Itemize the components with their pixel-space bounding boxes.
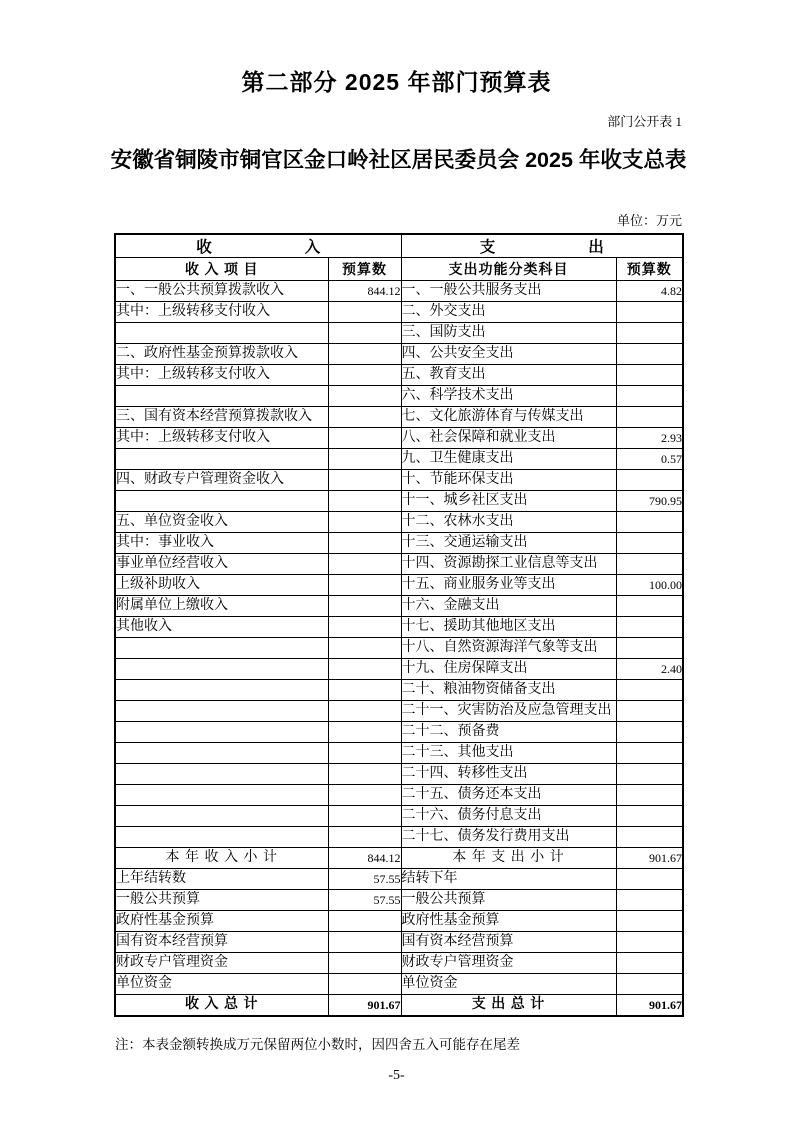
expense-value-cell bbox=[616, 890, 683, 911]
income-budget-column-header: 预算数 bbox=[328, 258, 401, 281]
table-row bbox=[115, 848, 683, 869]
table-row bbox=[115, 575, 683, 596]
income-item-cell: 四、财政专户管理资金收入 bbox=[115, 470, 328, 491]
document-title: 安徽省铜陵市铜官区金口岭社区居民委员会 2025 年收支总表 bbox=[110, 148, 687, 172]
income-value-cell bbox=[328, 428, 401, 449]
income-item-cell: 一、一般公共预算拨款收入 bbox=[115, 281, 328, 302]
income-value-cell bbox=[328, 323, 401, 344]
table-row bbox=[115, 911, 683, 932]
expense-value-cell bbox=[616, 596, 683, 617]
expense-value-cell: 2.93 bbox=[616, 428, 683, 449]
table-row bbox=[115, 722, 683, 743]
income-item-cell: 单位资金 bbox=[115, 974, 328, 995]
table-row bbox=[115, 428, 683, 449]
table-row bbox=[115, 974, 683, 995]
table-row bbox=[115, 449, 683, 470]
income-item-cell: 财政专户管理资金 bbox=[115, 953, 328, 974]
expense-value-cell bbox=[616, 932, 683, 953]
income-item-cell bbox=[115, 680, 328, 701]
income-value-cell bbox=[328, 533, 401, 554]
income-value-cell bbox=[328, 764, 401, 785]
income-value-cell bbox=[328, 806, 401, 827]
expense-value-cell bbox=[616, 953, 683, 974]
income-value-cell bbox=[328, 911, 401, 932]
table-row bbox=[115, 512, 683, 533]
table-row bbox=[115, 890, 683, 911]
expense-value-cell bbox=[616, 512, 683, 533]
table-row bbox=[115, 953, 683, 974]
expense-item-cell: 国有资本经营预算 bbox=[401, 932, 616, 953]
expense-item-cell: 十二、农林水支出 bbox=[401, 512, 616, 533]
table-row bbox=[115, 743, 683, 764]
income-item-cell: 一般公共预算 bbox=[115, 890, 328, 911]
income-value-cell bbox=[328, 743, 401, 764]
expense-item-cell: 十五、商业服务业等支出 bbox=[401, 575, 616, 596]
expense-value-cell: 2.40 bbox=[616, 659, 683, 680]
table-row bbox=[115, 386, 683, 407]
income-item-cell: 收 入 总 计 bbox=[115, 995, 328, 1017]
expense-value-cell bbox=[616, 344, 683, 365]
income-item-cell bbox=[115, 323, 328, 344]
expense-value-cell bbox=[616, 323, 683, 344]
expense-value-cell bbox=[616, 722, 683, 743]
income-value-cell: 844.12 bbox=[328, 281, 401, 302]
table-row bbox=[115, 827, 683, 848]
expense-value-cell: 901.67 bbox=[616, 848, 683, 869]
expense-item-cell: 三、国防支出 bbox=[401, 323, 616, 344]
expense-item-cell: 十、节能环保支出 bbox=[401, 470, 616, 491]
expense-value-cell bbox=[616, 554, 683, 575]
expense-value-cell: 790.95 bbox=[616, 491, 683, 512]
page-title: 第二部分 2025 年部门预算表 bbox=[241, 69, 552, 95]
income-value-cell bbox=[328, 575, 401, 596]
expense-item-cell: 十四、资源勘探工业信息等支出 bbox=[401, 554, 616, 575]
income-item-cell bbox=[115, 638, 328, 659]
expense-item-column-header: 支出功能分类科目 bbox=[401, 258, 616, 281]
table-row bbox=[115, 491, 683, 512]
table-row bbox=[115, 932, 683, 953]
income-item-cell: 三、国有资本经营预算拨款收入 bbox=[115, 407, 328, 428]
expense-value-cell bbox=[616, 680, 683, 701]
income-value-cell bbox=[328, 512, 401, 533]
income-item-cell bbox=[115, 764, 328, 785]
expense-item-cell: 十六、金融支出 bbox=[401, 596, 616, 617]
expense-item-cell: 二十六、债务付息支出 bbox=[401, 806, 616, 827]
expense-item-cell: 单位资金 bbox=[401, 974, 616, 995]
table-row bbox=[115, 533, 683, 554]
income-item-cell bbox=[115, 449, 328, 470]
expense-item-cell: 十八、自然资源海洋气象等支出 bbox=[401, 638, 616, 659]
income-value-cell bbox=[328, 680, 401, 701]
income-item-cell: 政府性基金预算 bbox=[115, 911, 328, 932]
expense-value-cell bbox=[616, 974, 683, 995]
income-item-cell: 其中：上级转移支付收入 bbox=[115, 428, 328, 449]
table-row bbox=[115, 995, 683, 1017]
income-value-cell: 844.12 bbox=[328, 848, 401, 869]
income-value-cell: 57.55 bbox=[328, 869, 401, 890]
expense-value-cell bbox=[616, 806, 683, 827]
expense-value-cell bbox=[616, 911, 683, 932]
income-value-cell bbox=[328, 827, 401, 848]
expense-item-cell: 四、公共安全支出 bbox=[401, 344, 616, 365]
expense-item-cell: 本 年 支 出 小 计 bbox=[401, 848, 616, 869]
income-item-cell: 本 年 收 入 小 计 bbox=[115, 848, 328, 869]
expense-value-cell bbox=[616, 638, 683, 659]
expense-value-cell bbox=[616, 470, 683, 491]
expense-item-cell: 八、社会保障和就业支出 bbox=[401, 428, 616, 449]
table-row bbox=[115, 344, 683, 365]
expense-value-cell bbox=[616, 743, 683, 764]
expense-value-cell bbox=[616, 869, 683, 890]
income-value-cell bbox=[328, 449, 401, 470]
expense-value-cell bbox=[616, 785, 683, 806]
income-item-cell: 事业单位经营收入 bbox=[115, 554, 328, 575]
expense-value-cell bbox=[616, 764, 683, 785]
group-header-row bbox=[115, 234, 683, 258]
table-row bbox=[115, 638, 683, 659]
table-reference-label: 部门公开表 1 bbox=[607, 114, 682, 129]
table-row bbox=[115, 302, 683, 323]
expense-item-cell: 一般公共预算 bbox=[401, 890, 616, 911]
table-row bbox=[115, 680, 683, 701]
expense-item-cell: 二十五、债务还本支出 bbox=[401, 785, 616, 806]
column-header-row bbox=[115, 258, 683, 281]
income-value-cell bbox=[328, 953, 401, 974]
budget-summary-table bbox=[114, 233, 684, 1017]
expense-item-cell: 七、文化旅游体育与传媒支出 bbox=[401, 407, 616, 428]
income-item-cell: 附属单位上缴收入 bbox=[115, 596, 328, 617]
income-value-cell bbox=[328, 701, 401, 722]
table-row bbox=[115, 596, 683, 617]
income-item-cell bbox=[115, 722, 328, 743]
income-value-cell bbox=[328, 491, 401, 512]
footnote: 注：本表金额转换成万元保留两位小数时，因四舍五入可能存在尾差 bbox=[115, 1037, 520, 1052]
expense-value-cell bbox=[616, 386, 683, 407]
expense-value-cell bbox=[616, 827, 683, 848]
income-item-column-header: 收 入 项 目 bbox=[115, 258, 328, 281]
table-row bbox=[115, 764, 683, 785]
table-row bbox=[115, 869, 683, 890]
income-item-cell bbox=[115, 659, 328, 680]
expense-value-cell: 100.00 bbox=[616, 575, 683, 596]
expense-item-cell: 结转下年 bbox=[401, 869, 616, 890]
expense-item-cell: 财政专户管理资金 bbox=[401, 953, 616, 974]
expense-value-cell bbox=[616, 701, 683, 722]
table-row bbox=[115, 701, 683, 722]
table-row bbox=[115, 554, 683, 575]
income-item-cell: 五、单位资金收入 bbox=[115, 512, 328, 533]
table-row bbox=[115, 281, 683, 302]
table-row bbox=[115, 365, 683, 386]
income-value-cell bbox=[328, 596, 401, 617]
income-value-cell bbox=[328, 722, 401, 743]
income-value-cell bbox=[328, 386, 401, 407]
income-value-cell bbox=[328, 932, 401, 953]
income-value-cell bbox=[328, 638, 401, 659]
expense-item-cell: 二十一、灾害防治及应急管理支出 bbox=[401, 701, 616, 722]
income-value-cell: 57.55 bbox=[328, 890, 401, 911]
income-value-cell bbox=[328, 659, 401, 680]
income-item-cell bbox=[115, 491, 328, 512]
table-row bbox=[115, 806, 683, 827]
expense-value-cell: 0.57 bbox=[616, 449, 683, 470]
expense-value-cell: 901.67 bbox=[616, 995, 683, 1017]
income-value-cell bbox=[328, 974, 401, 995]
expense-value-cell bbox=[616, 365, 683, 386]
income-group-header: 收 入 bbox=[115, 234, 401, 258]
expense-item-cell: 二、外交支出 bbox=[401, 302, 616, 323]
expense-item-cell: 二十七、债务发行费用支出 bbox=[401, 827, 616, 848]
page-number: -5- bbox=[388, 1068, 405, 1083]
income-item-cell bbox=[115, 701, 328, 722]
expense-item-cell: 二十、粮油物资储备支出 bbox=[401, 680, 616, 701]
income-value-cell bbox=[328, 617, 401, 638]
income-value-cell bbox=[328, 302, 401, 323]
income-item-cell bbox=[115, 743, 328, 764]
income-item-cell: 二、政府性基金预算拨款收入 bbox=[115, 344, 328, 365]
expense-item-cell: 十七、援助其他地区支出 bbox=[401, 617, 616, 638]
expense-value-cell bbox=[616, 617, 683, 638]
expense-group-header: 支 出 bbox=[401, 234, 683, 258]
expense-value-cell: 4.82 bbox=[616, 281, 683, 302]
expense-item-cell: 六、科学技术支出 bbox=[401, 386, 616, 407]
income-value-cell bbox=[328, 785, 401, 806]
income-item-cell bbox=[115, 785, 328, 806]
income-item-cell: 其中：事业收入 bbox=[115, 533, 328, 554]
income-item-cell bbox=[115, 827, 328, 848]
table-row bbox=[115, 323, 683, 344]
income-item-cell bbox=[115, 386, 328, 407]
expense-item-cell: 支 出 总 计 bbox=[401, 995, 616, 1017]
income-item-cell: 其他收入 bbox=[115, 617, 328, 638]
table-row bbox=[115, 785, 683, 806]
expense-budget-column-header: 预算数 bbox=[616, 258, 683, 281]
income-item-cell: 其中：上级转移支付收入 bbox=[115, 302, 328, 323]
expense-item-cell: 政府性基金预算 bbox=[401, 911, 616, 932]
unit-label: 单位：万元 bbox=[616, 213, 682, 228]
income-item-cell: 国有资本经营预算 bbox=[115, 932, 328, 953]
income-value-cell bbox=[328, 470, 401, 491]
budget-table-body bbox=[115, 281, 683, 1017]
income-item-cell: 其中：上级转移支付收入 bbox=[115, 365, 328, 386]
expense-value-cell bbox=[616, 302, 683, 323]
expense-item-cell: 二十三、其他支出 bbox=[401, 743, 616, 764]
table-row bbox=[115, 470, 683, 491]
income-item-cell bbox=[115, 806, 328, 827]
income-value-cell bbox=[328, 344, 401, 365]
table-row bbox=[115, 407, 683, 428]
expense-item-cell: 九、卫生健康支出 bbox=[401, 449, 616, 470]
expense-item-cell: 十九、住房保障支出 bbox=[401, 659, 616, 680]
income-item-cell: 上年结转数 bbox=[115, 869, 328, 890]
expense-item-cell: 十三、交通运输支出 bbox=[401, 533, 616, 554]
income-value-cell bbox=[328, 407, 401, 428]
expense-item-cell: 十一、城乡社区支出 bbox=[401, 491, 616, 512]
expense-item-cell: 一、一般公共服务支出 bbox=[401, 281, 616, 302]
income-item-cell: 上级补助收入 bbox=[115, 575, 328, 596]
expense-value-cell bbox=[616, 407, 683, 428]
expense-value-cell bbox=[616, 533, 683, 554]
table-row bbox=[115, 617, 683, 638]
expense-item-cell: 二十四、转移性支出 bbox=[401, 764, 616, 785]
expense-item-cell: 二十二、预备费 bbox=[401, 722, 616, 743]
income-value-cell: 901.67 bbox=[328, 995, 401, 1017]
expense-item-cell: 五、教育支出 bbox=[401, 365, 616, 386]
income-value-cell bbox=[328, 365, 401, 386]
income-value-cell bbox=[328, 554, 401, 575]
table-row bbox=[115, 659, 683, 680]
